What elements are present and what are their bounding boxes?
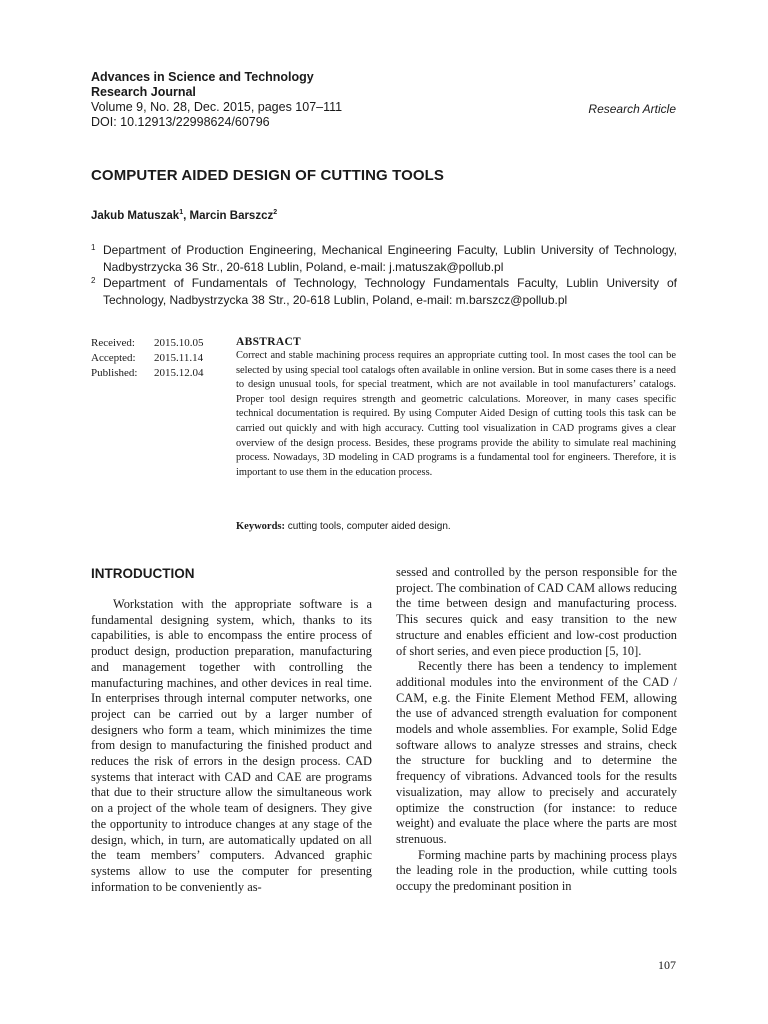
date-value: 2015.10.05 [154,337,204,349]
author-name: Jakub Matuszak [91,209,180,222]
journal-header [91,70,491,130]
publication-dates [91,336,204,381]
keywords-text: cutting tools, computer aided design. [285,521,451,532]
author-affiliation-marker: 1 [179,209,184,216]
keywords-label: Keywords: [236,521,285,532]
abstract-section [236,335,676,480]
affiliation-text: Department of Production Engineering, Mechanical Engineering Faculty, Lublin University of Technology, Nadbystrzycka 36 Str., 20-618 Lublin, Poland, e-mail: j.matuszak@pollub.pl [103,243,677,274]
body-paragraph: Recently there has been a tendency to implement additional modules into the environment of the CAD / CAM, e.g. the Finite Element Method FEM, allowing the use of advanced strength evaluation for component models and whole assemblies. For example, Solid Edge software allows to analyze stresses and strains, check the structure for buckling and to determine the frequency of vibrations. Advanced tools for the results visualization, may allow to precisely and accurately optimize the construction (for instance: to reduce weight) and evaluate the place where the parts are most strenuous. [396,659,677,846]
date-row [91,351,204,366]
date-label: Published: [91,367,138,379]
page-number: 107 [658,958,676,972]
journal-volume: Volume 9, No. 28, Dec. 2015, pages 107–111 [91,100,343,114]
article-type: Research Article [588,102,676,116]
keywords [236,521,451,532]
author-separator: , [183,209,190,222]
date-row [91,336,204,351]
author-affiliation-marker: 2 [273,209,278,216]
journal-name-line1: Advances in Science and Technology [91,70,314,84]
body-paragraph: Workstation with the appropriate software is a fundamental designing system, which, thanks to its capabilities, is able to encompass the entire process of product design, production preparation, manufacturing and management together with controlling the manufacturing machines, and other devices in real time. In enterprises through internal computer networks, one project can be carried out by a larger number of designers who form a team, which minimizes the time from design to manufacturing the finished product and reduces the risk of errors in the design process. CAD systems that interact with CAD and CAE are programs that due to their structure allow the simultaneous work on a project of the whole team of designers. They give the opportunity to introduce changes at any stage of the design, which, in turn, are automatically updated on all the team members’ computers. Advanced graphic systems allow to use the computer for presenting information to be conveniently as- [91,597,372,894]
date-value: 2015.12.04 [154,367,204,379]
affiliation [91,275,677,308]
body-paragraph: sessed and controlled by the person responsible for the project. The combination of CAD CAM allows reducing the time between design and manufacturing process. This secures quick and easy transition to the new structure and enables efficient and low-cost production of short series, and even piece production [5, 10]. [396,565,677,658]
body-paragraph: Forming machine parts by machining process plays the leading role in the production, while cutting tools occupy the predominant position in [396,847,677,894]
affiliation [91,242,677,275]
body-column-right [396,565,677,895]
affiliation-number: 1 [91,243,96,252]
journal-doi[interactable]: DOI: 10.12913/22998624/60796 [91,115,270,129]
date-label: Accepted: [91,352,136,364]
date-row [91,366,204,381]
body-column-left [91,597,372,895]
section-heading-introduction: INTRODUCTION [91,566,195,581]
date-label: Received: [91,337,135,349]
affiliation-number: 2 [91,276,96,285]
author-list [91,209,277,222]
abstract-heading: ABSTRACT [236,336,302,348]
journal-name-line2: Research Journal [91,85,196,99]
author-name: Marcin Barszcz [189,209,274,222]
date-value: 2015.11.14 [154,352,204,364]
paper-title: COMPUTER AIDED DESIGN OF CUTTING TOOLS [91,167,444,184]
abstract-body: Correct and stable machining process requires an appropriate cutting tool. In most cases the tool can be selected by using special tool catalogs often available in online version. But in some cases there is a need to design unusual tools, for special treatment, which are not available in tool manufacturers’ catalogs. Proper tool design requires strength and geometric calculations. Moreover, in many cases specific technical documentation is required. By using Computer Aided Design of cutting tools this task can be carried out quickly and with high accuracy. Cutting tool visualization in CAD programs gives a clear overview of the design process. Besides, these programs provide the ability to simulate real machining process. Nowadays, 3D modeling in CAD programs is a fundamental tool for engineers. Therefore, it is important to use them in the education process. [236,350,676,478]
affiliation-text: Department of Fundamentals of Technology, Technology Fundamentals Faculty, Lublin University of Technology, Nadbystrzycka 38 Str., 20-618 Lublin, Poland, e-mail: m.barszcz@pollub.pl [103,276,677,307]
